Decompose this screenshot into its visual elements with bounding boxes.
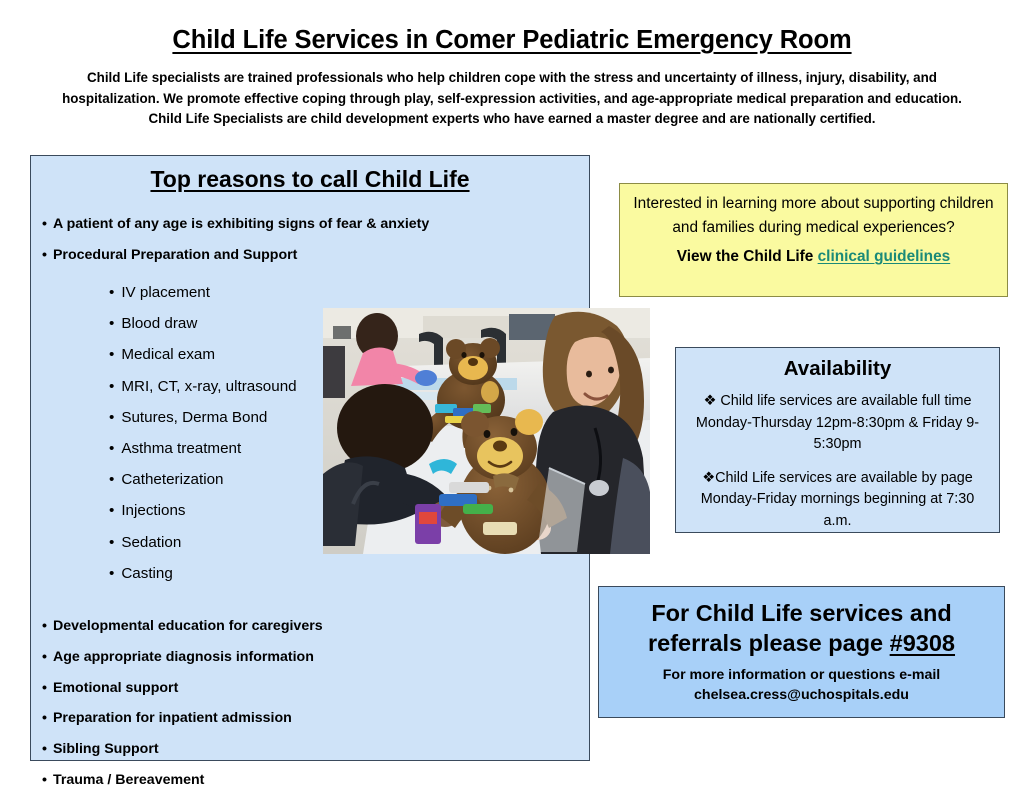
bullet-dot-icon: • bbox=[109, 502, 115, 520]
learn-more-callout bbox=[619, 183, 1008, 297]
referral-panel bbox=[598, 586, 1005, 718]
pager-number: #9308 bbox=[889, 630, 956, 656]
list-item bbox=[42, 765, 589, 796]
list-item-label: Sedation bbox=[121, 533, 182, 551]
list-item-label: Age appropriate diagnosis information bbox=[52, 648, 314, 665]
diamond-bullet-icon: ❖ bbox=[703, 393, 717, 409]
referral-email[interactable]: chelsea.cress@uchospitals.edu bbox=[694, 686, 909, 703]
bullet-dot-icon: • bbox=[109, 346, 115, 364]
list-item-label: Trauma / Bereavement bbox=[52, 772, 205, 789]
learn-more-cta bbox=[620, 248, 1007, 266]
list-item-label: Child Life services are available by page Monday-Friday mornings beginning at 7:30 a.m. bbox=[700, 469, 975, 529]
bullet-dot-icon: • bbox=[42, 618, 47, 635]
bullet-dot-icon: • bbox=[109, 408, 115, 426]
list-item bbox=[42, 240, 589, 271]
list-item bbox=[109, 277, 589, 308]
list-item-label: Injections bbox=[121, 502, 186, 520]
bullet-dot-icon: • bbox=[109, 315, 115, 333]
referral-contact-line: For more information or questions e-mail bbox=[662, 667, 941, 683]
list-item-label: Sutures, Derma Bond bbox=[121, 408, 268, 426]
availability-panel bbox=[675, 347, 1000, 533]
learn-more-question: Interested in learning more about supporting children and families during medical experiences? bbox=[633, 195, 994, 236]
referral-headline-prefix: For Child Life services and referrals please page bbox=[647, 600, 952, 656]
availability-title: Availability bbox=[783, 357, 892, 380]
list-item-label: Asthma treatment bbox=[121, 440, 242, 458]
bullet-dot-icon: • bbox=[109, 564, 115, 582]
bullet-dot-icon: • bbox=[42, 247, 47, 263]
list-item-label: MRI, CT, x-ray, ultrasound bbox=[121, 377, 297, 395]
list-item-label: Sibling Support bbox=[52, 741, 159, 758]
list-item-label: Preparation for inpatient admission bbox=[52, 710, 292, 727]
list-item bbox=[42, 611, 589, 642]
bullet-dot-icon: • bbox=[42, 710, 47, 727]
top-reasons-title: Top reasons to call Child Life bbox=[150, 166, 470, 192]
referral-headline bbox=[599, 598, 1004, 658]
list-item bbox=[42, 209, 589, 240]
intro-paragraph: Child Life specialists are trained professionals who help children cope with the stress and uncertainty of illness, injury, disability, and hospitalization. We promote effective coping through play, self-expression activities, and age-appropriate medical preparation and education. Child Life Specialists are child development experts who have earned a master degree and are nationally certified. bbox=[62, 70, 962, 126]
child-life-photo bbox=[323, 308, 650, 554]
bullet-dot-icon: • bbox=[109, 440, 115, 458]
list-item bbox=[676, 468, 999, 533]
bullet-dot-icon: • bbox=[42, 216, 47, 232]
bullet-dot-icon: • bbox=[109, 471, 115, 489]
bullet-dot-icon: • bbox=[109, 377, 115, 395]
list-item bbox=[676, 391, 999, 456]
list-item-label: Emotional support bbox=[52, 679, 179, 696]
bottom-bullets-list bbox=[31, 611, 589, 796]
bullet-dot-icon: • bbox=[42, 679, 47, 696]
list-item-label: Casting bbox=[121, 564, 173, 582]
page-title: Child Life Services in Comer Pediatric Emergency Room bbox=[172, 26, 852, 54]
photo-illustration bbox=[323, 308, 650, 554]
clinical-guidelines-link[interactable]: clinical guidelines bbox=[817, 248, 951, 265]
bullet-dot-icon: • bbox=[42, 741, 47, 758]
list-item bbox=[109, 558, 589, 589]
list-item-label: A patient of any age is exhibiting signs of fear & anxiety bbox=[52, 216, 430, 232]
cta-prefix-label: View the Child Life bbox=[676, 248, 818, 265]
bullet-dot-icon: • bbox=[109, 284, 115, 301]
list-item bbox=[42, 734, 589, 765]
top-bullets-list bbox=[31, 209, 589, 271]
bullet-dot-icon: • bbox=[42, 772, 47, 789]
list-item-label: Child life services are available full time Monday-Thursday 12pm-8:30pm & Friday 9-5:30pm bbox=[695, 393, 980, 452]
list-item-label: IV placement bbox=[121, 284, 210, 301]
bullet-dot-icon: • bbox=[42, 648, 47, 665]
referral-contact bbox=[599, 666, 1004, 705]
list-item-label: Blood draw bbox=[121, 315, 198, 333]
list-item-label: Developmental education for caregivers bbox=[52, 618, 323, 635]
list-item-label: Procedural Preparation and Support bbox=[52, 247, 298, 263]
list-item bbox=[42, 673, 589, 704]
list-item bbox=[42, 642, 589, 673]
list-item-label: Medical exam bbox=[121, 346, 216, 364]
diamond-bullet-icon: ❖ bbox=[702, 469, 716, 486]
list-item-label: Catheterization bbox=[121, 471, 224, 489]
bullet-dot-icon: • bbox=[109, 533, 115, 551]
list-item bbox=[42, 703, 589, 734]
